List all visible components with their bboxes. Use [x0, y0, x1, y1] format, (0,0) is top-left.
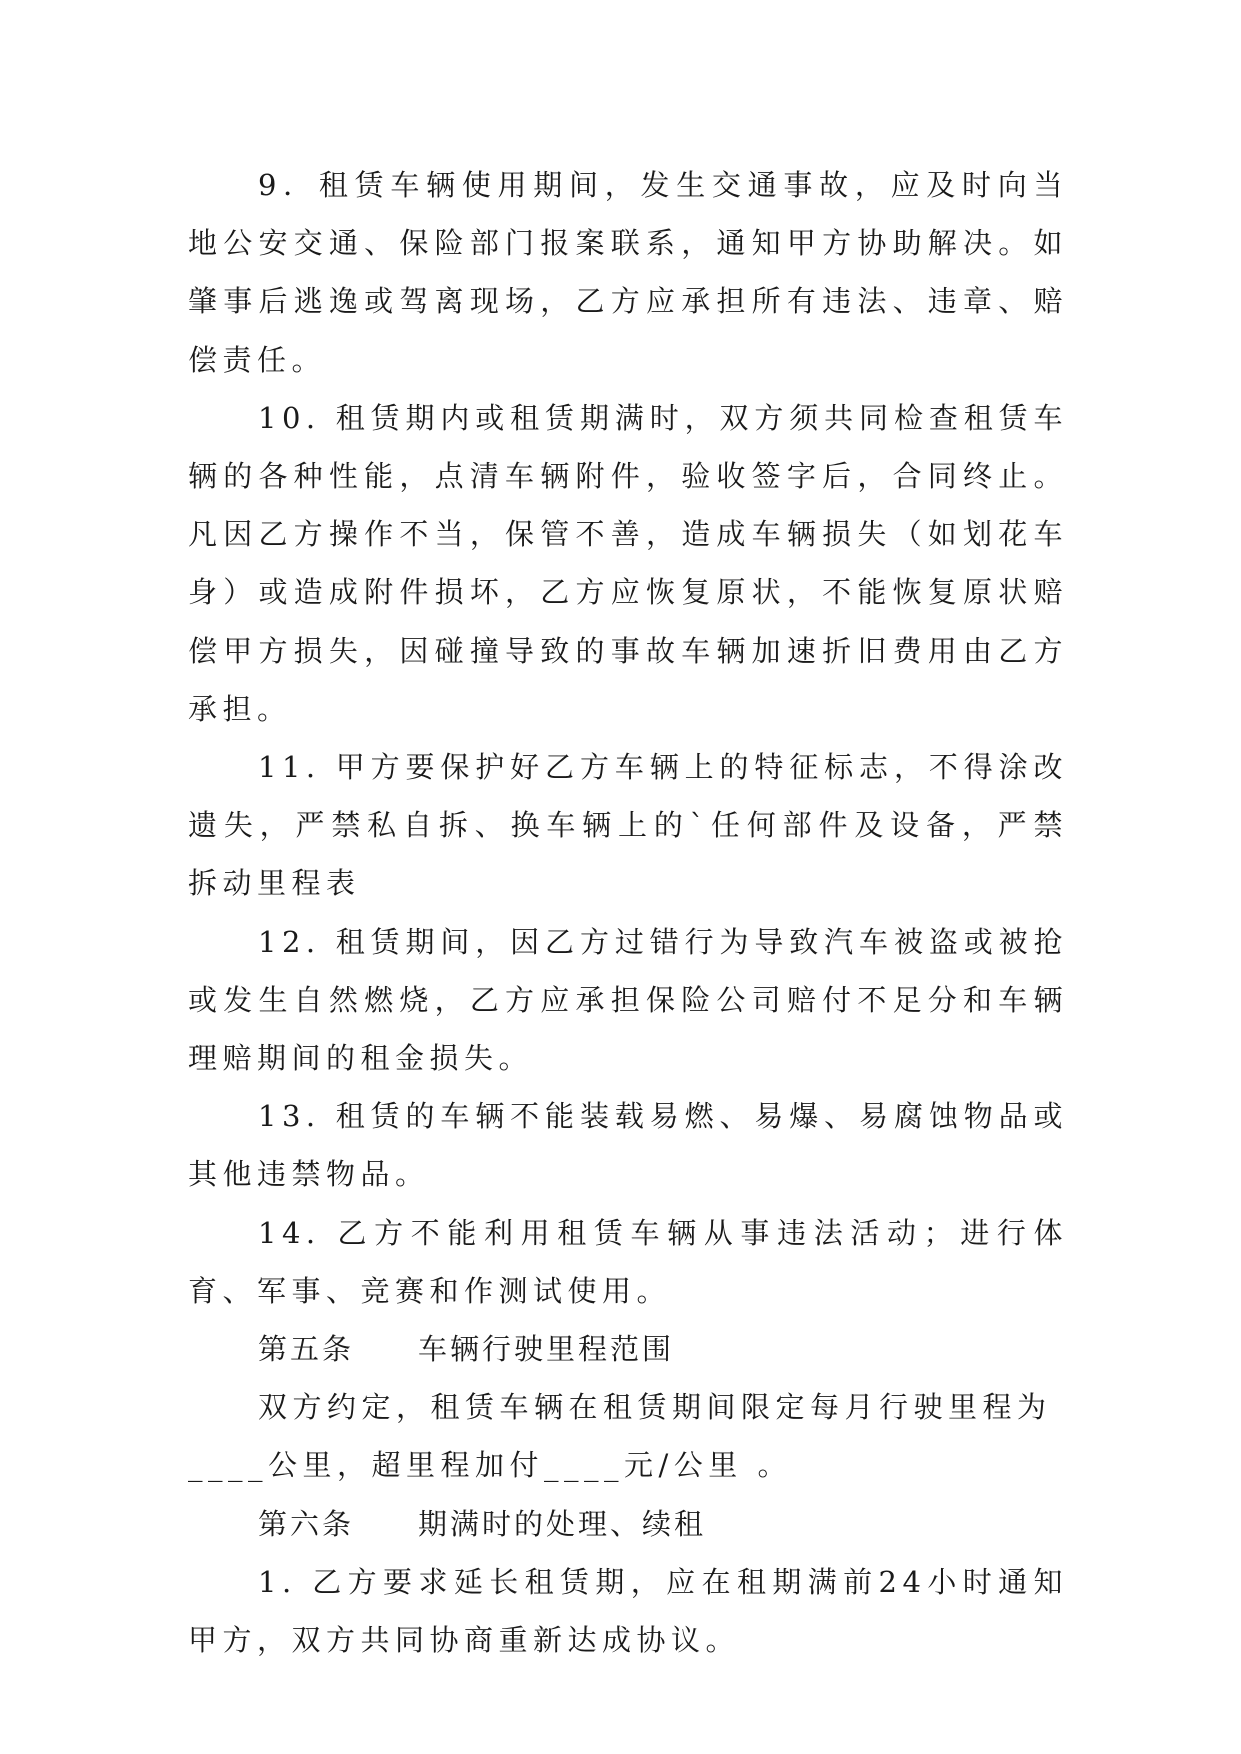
- article-6-heading: 第六条 期满时的处理、续租: [258, 1506, 707, 1541]
- clause-11: 11. 甲方要保护好乙方车辆上的特征标志，不得涂改遗失，严禁私自拆、换车辆上的`任何部件及设备，严禁拆动里程表: [188, 750, 1068, 901]
- article-5-text-continued: ____公里，超里程加付____元/公里 。: [188, 1448, 792, 1483]
- clause-13: 13. 租赁的车辆不能装载易燃、易爆、易腐蚀物品或其他违禁物品。: [188, 1099, 1068, 1192]
- document-body: [188, 156, 1068, 1669]
- clause-12: 12. 租赁期间，因乙方过错行为导致汽车被盗或被抢或发生自然燃烧，乙方应承担保险公司赔付不足分和车辆理赔期间的租金损失。: [188, 924, 1068, 1076]
- article-5-text: 双方约定，租赁车辆在租赁期间限定每月行驶里程为: [258, 1390, 1052, 1425]
- article-6-clause-1: 1. 乙方要求延长租赁期，应在租期满前24小时通知甲方，双方共同协商重新达成协议。: [188, 1564, 1068, 1658]
- clause-9: 9．租赁车辆使用期间，发生交通事故，应及时向当地公安交通、保险部门报案联系，通知甲方协助解决。如肇事后逃逸或驾离现场，乙方应承担所有违法、违章、赔偿责任。: [188, 168, 1068, 377]
- clause-14: 14. 乙方不能利用租赁车辆从事违法活动；进行体育、军事、竞赛和作测试使用。: [188, 1215, 1068, 1308]
- clause-10: 10. 租赁期内或租赁期满时，双方须共同检查租赁车辆的各种性能，点清车辆附件，验收签字后，合同终止。凡因乙方操作不当，保管不善，造成车辆损失（如划花车身）或造成附件损坏，乙方应恢复原状，不能恢复原状赔偿甲方损失，因碰撞导致的事故车辆加速折旧费用由乙方承担。: [188, 400, 1068, 726]
- article-5-heading: 第五条 车辆行驶里程范围: [258, 1332, 675, 1367]
